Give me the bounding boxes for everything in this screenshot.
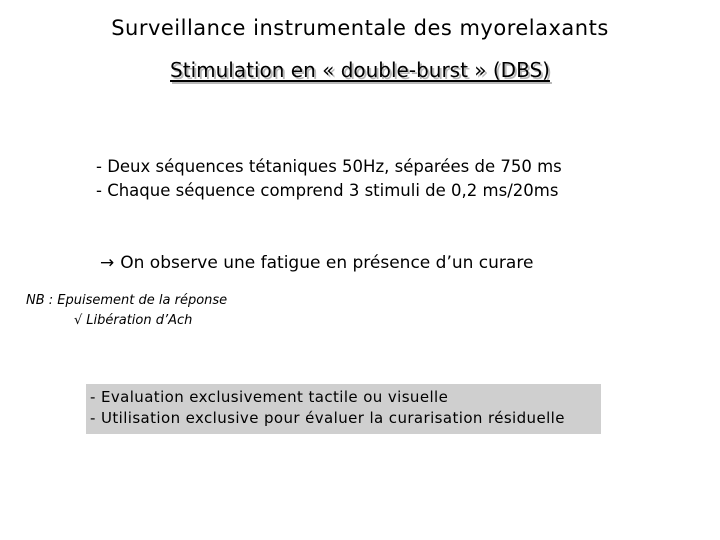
subtitle-container [0, 58, 720, 82]
right-arrow-icon: → [100, 253, 115, 273]
bullet-item: - Deux séquences tétaniques 50Hz, séparées de 750 ms [96, 157, 562, 176]
highlight-line: - Evaluation exclusivement tactile ou visuelle [90, 388, 449, 406]
note-subline [26, 311, 227, 331]
checkmark-icon: √ [74, 313, 83, 328]
observation-text: On observe une fatigue en présence d’un curare [120, 253, 534, 273]
bullet-item: - Chaque séquence comprend 3 stimuli de 0,2 ms/20ms [96, 181, 559, 200]
highlight-box [86, 384, 601, 434]
note-line: NB : Epuisement de la réponse [26, 293, 228, 308]
note-subline-text: Libération d’Ach [86, 313, 193, 328]
slide-subtitle: Stimulation en « double-burst » (DBS) [170, 58, 550, 82]
note-block [26, 291, 227, 331]
highlight-line: - Utilisation exclusive pour évaluer la curarisation résiduelle [90, 409, 565, 427]
bullet-list [96, 155, 562, 203]
observation-line [100, 253, 533, 273]
slide-title: Surveillance instrumentale des myorelaxants [111, 16, 609, 40]
